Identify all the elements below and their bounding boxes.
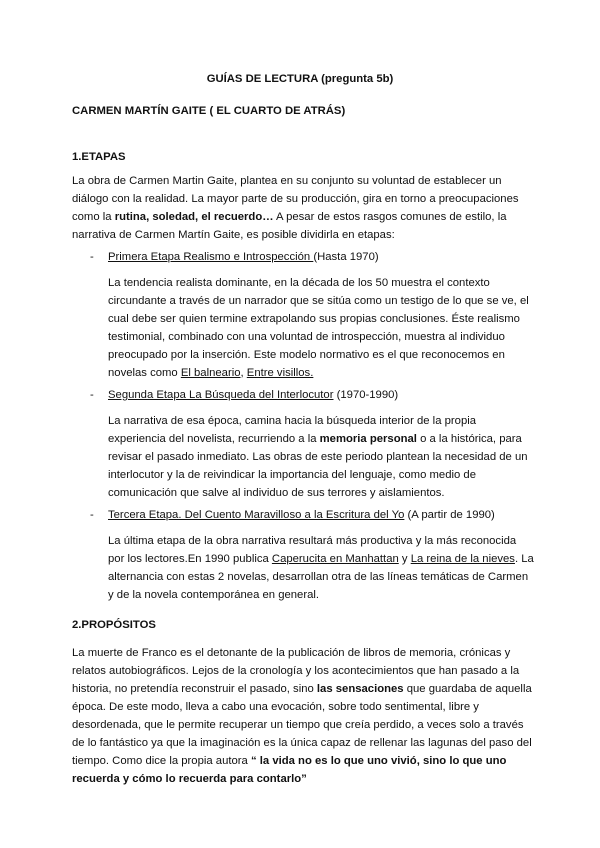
paragraph-line: y de la novela contemporánea en general. — [108, 589, 320, 601]
paragraph-line — [72, 682, 532, 696]
text-run: como la — [72, 211, 115, 223]
text-run: historia, no pretendía reconstruir el pasado, sino — [72, 683, 317, 695]
paragraph-line: comunicación que salve al individuo de sus terrores y aislamientos. — [108, 487, 445, 499]
document-title: GUÍAS DE LECTURA (pregunta 5b) — [206, 73, 394, 85]
stage-heading — [108, 388, 398, 402]
list-dash: - — [90, 389, 94, 401]
book-title: La reina de la nieves — [410, 553, 515, 565]
text-run: (Hasta 1970) — [313, 251, 379, 263]
paragraph-line — [72, 754, 506, 768]
text-run: y — [398, 553, 411, 565]
text-run: (1970-1990) — [333, 389, 399, 401]
text-run: novelas como — [108, 367, 181, 379]
quote-text: “ la vida no es lo que uno vivió, sino lo que uno — [250, 755, 507, 767]
text-run: experiencia del novelista, recurriendo a la — [108, 433, 320, 445]
paragraph-line: La última etapa de la obra narrativa resultará más productiva y la más reconocida — [108, 535, 517, 547]
paragraph-line — [108, 366, 313, 380]
quote-text: recuerda y cómo lo recuerda para contarlo” — [72, 773, 307, 785]
book-title: El balneario — [180, 367, 241, 379]
underlined-heading: Primera Etapa Realismo e Introspección — [108, 251, 314, 263]
text-run: , — [240, 367, 247, 379]
document-subtitle: CARMEN MARTÍN GAITE ( EL CUARTO DE ATRÁS) — [72, 105, 346, 117]
paragraph-line: La obra de Carmen Martin Gaite, plantea en su conjunto su voluntad de establecer un — [72, 175, 502, 187]
text-run: tiempo. Como dice la propia autora — [72, 755, 251, 767]
paragraph-line: desordenada, que le permite recuperar un tiempo que creía perdido, a veces solo a través — [72, 719, 524, 731]
stage-heading — [108, 250, 379, 264]
text-run: . La — [514, 553, 534, 565]
paragraph-line: cual debe ser quien termine extrapolando sus propias conclusiones. Éste realismo — [108, 313, 520, 325]
stage-heading — [108, 508, 495, 522]
text-run: A pesar de estos rasgos comunes de estilo, la — [273, 211, 507, 223]
text-run: por los lectores.En 1990 publica — [108, 553, 272, 565]
paragraph-line: preocupado por la inserción. Este modelo normativo es el que reconocemos en — [108, 349, 505, 361]
paragraph-line — [72, 210, 507, 224]
paragraph-line: época. De este modo, lleva a cabo una evocación, sobre todo sentimental, libre y — [72, 701, 479, 713]
text-run: (A partir de 1990) — [404, 509, 495, 521]
paragraph-line: testimonial, combinado con una voluntad de introspección, muestra al individuo — [108, 331, 505, 343]
paragraph-line: revisar el pasado inmediato. Las obras de este periodo plantean la necesidad de un — [108, 451, 528, 463]
paragraph-line: La tendencia realista dominante, en la década de los 50 muestra el contexto — [108, 277, 490, 289]
paragraph-line: La narrativa de esa época, camina hacia la búsqueda interior de la propia — [108, 415, 477, 427]
text-run: o a la histórica, para — [416, 433, 522, 445]
bold-text: rutina, soledad, el recuerdo… — [114, 211, 274, 223]
paragraph-line: La muerte de Franco es el detonante de la publicación de libros de memoria, crónicas y — [72, 647, 511, 659]
text-run: que guardaba de aquella — [403, 683, 532, 695]
underlined-heading: Segunda Etapa La Búsqueda del Interlocutor — [108, 389, 334, 401]
paragraph-line — [108, 432, 522, 446]
underlined-heading: Tercera Etapa. Del Cuento Maravilloso a la Escritura del Yo — [108, 509, 405, 521]
paragraph-line: circundante a través de un narrador que se sitúa como un testigo de lo que se ve, el — [108, 295, 529, 307]
paragraph-line: de lo fantástico ya que la imaginación es la única capaz de rellenar las lagunas del paso del — [72, 737, 532, 749]
book-title: Entre visillos. — [246, 367, 314, 379]
list-dash: - — [90, 509, 94, 521]
bold-text: memoria personal — [319, 433, 417, 445]
paragraph-line — [108, 552, 534, 566]
bold-text: las sensaciones — [316, 683, 404, 695]
paragraph-line: interlocutor y la de reivindicar la importancia del lenguaje, como medio de — [108, 469, 476, 481]
section-heading-etapas: 1.ETAPAS — [72, 151, 126, 163]
paragraph-line: alternancia con estas 2 novelas, desarrollan otra de las líneas temáticas de Carmen — [108, 571, 529, 583]
paragraph-line: diálogo con la realidad. La mayor parte de su producción, gira en torno a preocupaciones — [72, 193, 519, 205]
section-heading-propositos: 2.PROPÓSITOS — [72, 619, 156, 631]
paragraph-line: relatos autobiográficos. Lejos de la cronología y los acontecimientos que han pasado a la — [72, 665, 520, 677]
book-title: Caperucita en Manhattan — [271, 553, 399, 565]
list-dash: - — [90, 251, 94, 263]
paragraph-line: narrativa de Carmen Martín Gaite, es posible dividirla en etapas: — [72, 229, 395, 241]
